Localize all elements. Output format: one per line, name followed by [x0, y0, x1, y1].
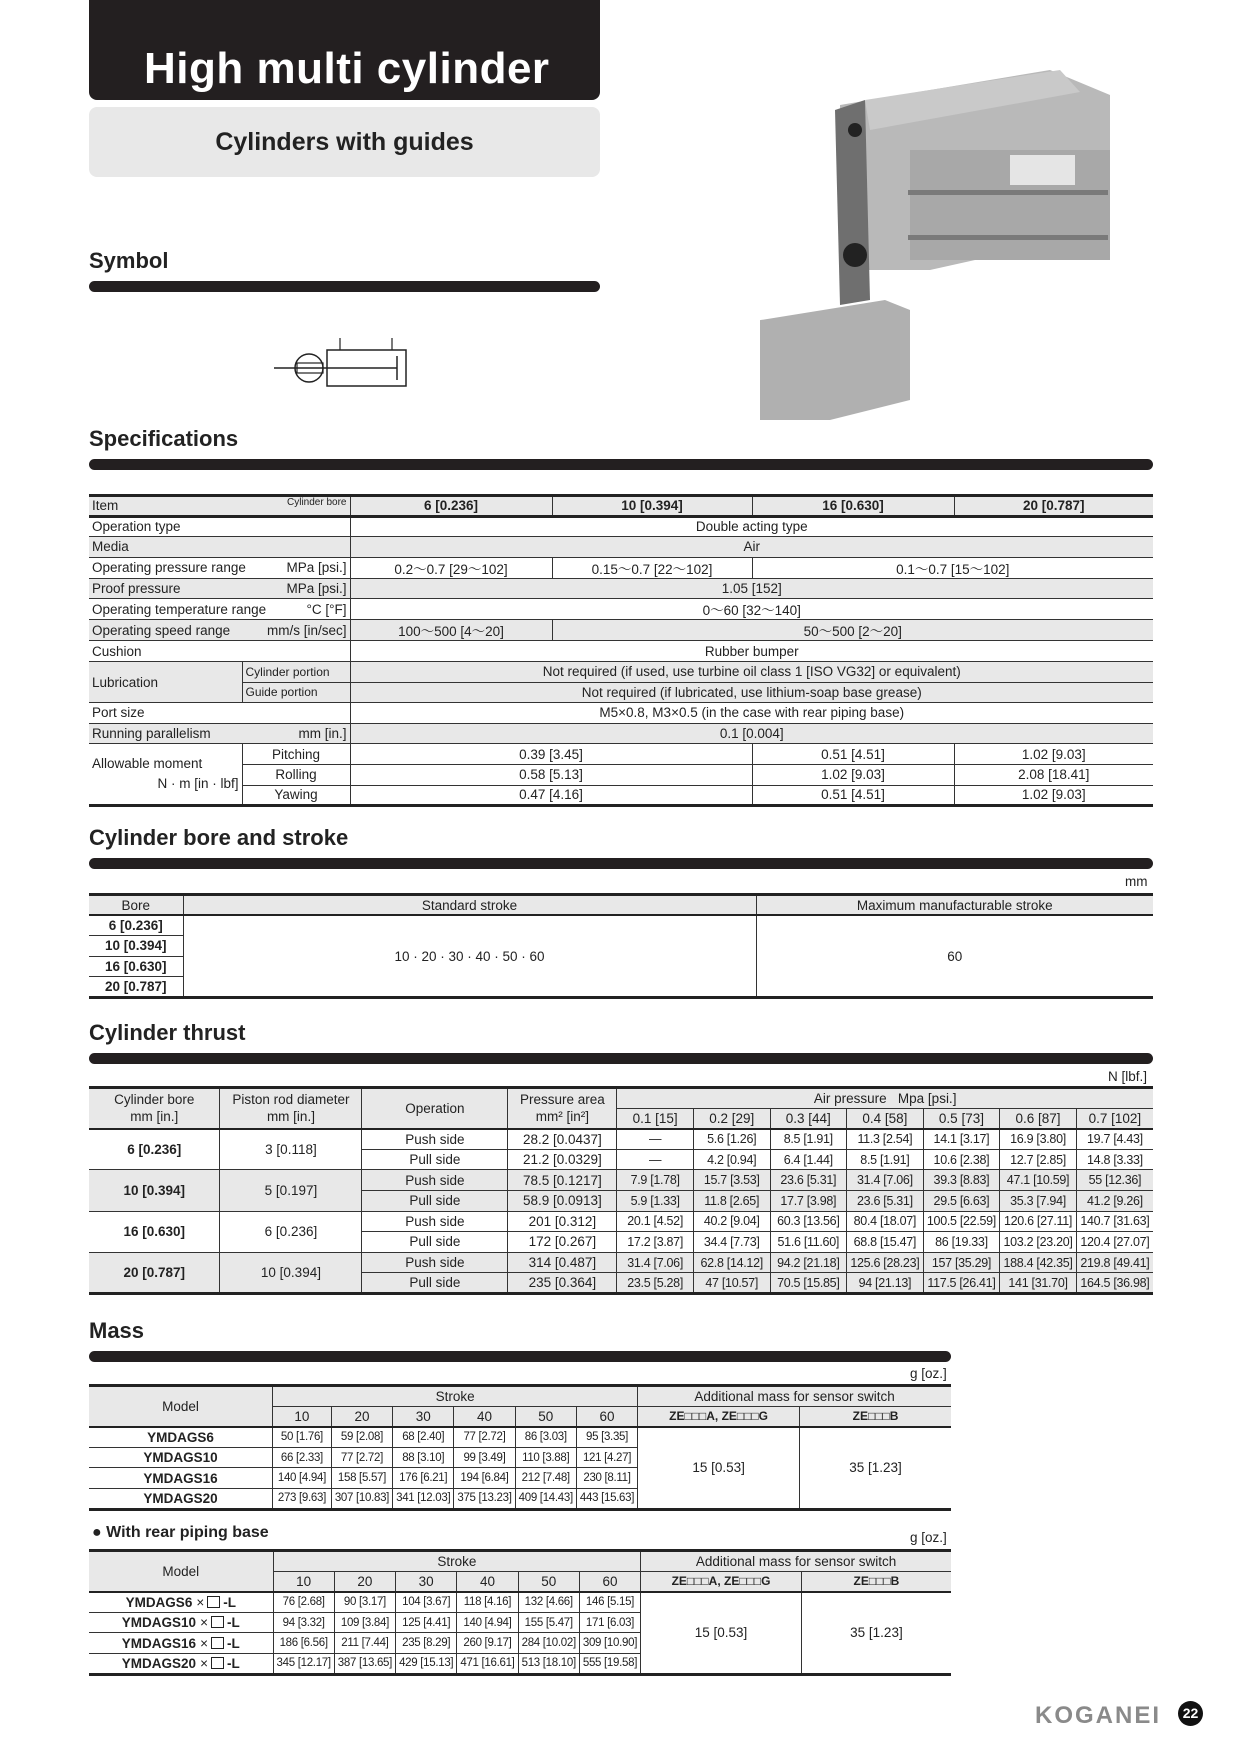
- thrust-value: 31.4 [7.06]: [847, 1170, 924, 1191]
- unit-label: g [oz.]: [910, 1366, 947, 1381]
- mass-value: 212 [7.48]: [515, 1468, 576, 1489]
- sub-label: Guide portion: [242, 682, 350, 703]
- stroke-placeholder-box: [211, 1637, 224, 1649]
- spec-label: Port size: [89, 703, 350, 724]
- label-text: Allowable moment: [92, 756, 203, 772]
- section-title-thrust: Cylinder thrust: [89, 1020, 246, 1045]
- thrust-value: —: [617, 1149, 694, 1170]
- bore-header: 10 [0.394]: [552, 496, 752, 517]
- spec-value: 50～500 [2～20]: [552, 620, 1153, 641]
- thrust-value: 120.4 [27.07]: [1076, 1232, 1153, 1253]
- label-text: Operating temperature range: [92, 601, 267, 617]
- additional-mass: 35 [1.23]: [801, 1592, 951, 1674]
- thrust-value: 40.2 [9.04]: [693, 1211, 770, 1232]
- header-unit: mm [in.]: [130, 1109, 179, 1125]
- model-cell: [89, 1592, 273, 1613]
- unit-text: MPa [psi.]: [286, 560, 347, 576]
- mass-value: 409 [14.43]: [515, 1488, 576, 1509]
- area-cell: 172 [0.267]: [508, 1232, 617, 1253]
- mass-value: 443 [15.63]: [576, 1488, 637, 1509]
- header-unit: mm [in.]: [266, 1109, 315, 1125]
- bore-cell: 10 [0.394]: [89, 1170, 220, 1211]
- model-name: YMDAGS6: [125, 1594, 193, 1610]
- thrust-value: 16.9 [3.80]: [1000, 1129, 1077, 1150]
- column-header: Additional mass for sensor switch: [641, 1551, 951, 1572]
- mass-value: 66 [2.33]: [273, 1447, 332, 1468]
- mass-value: 86 [3.03]: [515, 1427, 576, 1448]
- mass-value: 375 [13.23]: [454, 1488, 515, 1509]
- suffix-l: -L: [223, 1594, 236, 1610]
- mass-value: 186 [6.56]: [273, 1633, 334, 1654]
- mass-rear-table: [89, 1549, 951, 1676]
- thrust-value: 29.5 [6.63]: [923, 1190, 1000, 1211]
- stroke-placeholder-box: [211, 1657, 224, 1669]
- bore-cell: 20 [0.787]: [89, 977, 183, 998]
- unit-label: g [oz.]: [910, 1530, 947, 1545]
- thrust-value: 17.7 [3.98]: [770, 1190, 847, 1211]
- mass-value: 68 [2.40]: [393, 1427, 454, 1448]
- spec-value: Rubber bumper: [350, 641, 1153, 662]
- area-cell: 235 [0.364]: [508, 1273, 617, 1294]
- thrust-value: 23.6 [5.31]: [847, 1190, 924, 1211]
- column-header: Model: [89, 1386, 273, 1427]
- page-subtitle: Cylinders with guides: [215, 128, 474, 156]
- operation-cell: Push side: [362, 1129, 508, 1150]
- mass-value: 235 [8.29]: [396, 1633, 457, 1654]
- spec-value: 2.08 [18.41]: [954, 764, 1153, 785]
- stroke-header: 20: [331, 1406, 392, 1427]
- area-cell: 28.2 [0.0437]: [508, 1129, 617, 1150]
- unit-text: mm/s [in/sec]: [266, 622, 347, 638]
- bore-cell: 20 [0.787]: [89, 1252, 220, 1293]
- stroke-placeholder-box: [207, 1596, 220, 1608]
- thrust-value: 86 [19.33]: [923, 1232, 1000, 1253]
- thrust-value: 157 [35.29]: [923, 1252, 1000, 1273]
- spec-label: Cushion: [89, 641, 350, 662]
- suffix-l: -L: [226, 1635, 240, 1651]
- column-header: Stroke: [273, 1551, 641, 1572]
- thrust-value: 20.1 [4.52]: [617, 1211, 694, 1232]
- product-photo: [760, 30, 1120, 430]
- stroke-header: 20: [334, 1571, 395, 1592]
- label-text: Operating speed range: [92, 622, 231, 638]
- model-cell: [89, 1612, 273, 1633]
- stroke-header: 50: [518, 1571, 579, 1592]
- spec-label: [89, 557, 350, 578]
- thrust-value: 15.7 [3.53]: [693, 1170, 770, 1191]
- area-cell: 314 [0.487]: [508, 1252, 617, 1273]
- rod-cell: 5 [0.197]: [220, 1170, 362, 1211]
- times-symbol: ×: [196, 1594, 205, 1610]
- area-cell: 78.5 [0.1217]: [508, 1170, 617, 1191]
- mass-value: 230 [8.11]: [576, 1468, 637, 1489]
- thrust-value: 60.3 [13.56]: [770, 1211, 847, 1232]
- thrust-value: 39.3 [8.83]: [923, 1170, 1000, 1191]
- mass-value: 140 [4.94]: [273, 1468, 332, 1489]
- switch-header: ZE□□□A, ZE□□□G: [638, 1406, 800, 1427]
- model-name: YMDAGS10: [143, 1450, 218, 1466]
- thrust-value: 4.2 [0.94]: [693, 1149, 770, 1170]
- mass-value: 104 [3.67]: [396, 1592, 457, 1613]
- column-header: Additional mass for sensor switch: [638, 1386, 951, 1407]
- spec-label: [89, 620, 350, 641]
- thrust-value: 120.6 [27.11]: [1000, 1211, 1077, 1232]
- thrust-value: 19.7 [4.43]: [1076, 1129, 1153, 1150]
- mass-value: 94 [3.32]: [273, 1612, 334, 1633]
- spec-value: 0.39 [3.45]: [350, 744, 752, 765]
- stroke-header: 10: [273, 1406, 332, 1427]
- times-symbol: ×: [200, 1635, 208, 1651]
- bore-header: 20 [0.787]: [954, 496, 1153, 517]
- mass-value: 88 [3.10]: [393, 1447, 454, 1468]
- spec-value: 1.02 [9.03]: [954, 744, 1153, 765]
- stroke-header: 60: [579, 1571, 640, 1592]
- bullet-icon: ●: [92, 1524, 102, 1541]
- thrust-value: 219.8 [49.41]: [1076, 1252, 1153, 1273]
- spec-value: 0.51 [4.51]: [752, 785, 954, 806]
- stroke-header: 50: [515, 1406, 576, 1427]
- koganei-logo: KOGANEI: [1035, 1702, 1162, 1729]
- operation-cell: Push side: [362, 1252, 508, 1273]
- bore-cell: 16 [0.630]: [89, 956, 183, 977]
- cylinder-symbol-icon: [272, 330, 412, 390]
- model-name: YMDAGS20: [121, 1655, 197, 1671]
- section-divider: [89, 1351, 951, 1362]
- thrust-value: 70.5 [15.85]: [770, 1273, 847, 1294]
- spec-value: 0.51 [4.51]: [752, 744, 954, 765]
- mass-value: 341 [12.03]: [393, 1488, 454, 1509]
- thrust-value: 14.8 [3.33]: [1076, 1149, 1153, 1170]
- section-divider: [89, 858, 1153, 869]
- mass-value: 176 [6.21]: [393, 1468, 454, 1489]
- stroke-header: 40: [457, 1571, 518, 1592]
- section-title-symbol: Symbol: [89, 248, 169, 273]
- thrust-value: 8.5 [1.91]: [770, 1129, 847, 1150]
- suffix-l: -L: [226, 1655, 240, 1671]
- column-header: Standard stroke: [183, 895, 756, 916]
- mass-value: 158 [5.57]: [331, 1468, 392, 1489]
- section-title-bore-stroke: Cylinder bore and stroke: [89, 825, 349, 850]
- pressure-header: 0.6 [87]: [1000, 1108, 1077, 1129]
- thrust-table: [89, 1086, 1153, 1295]
- thrust-value: 141 [31.70]: [1000, 1273, 1077, 1294]
- mass-value: 307 [10.83]: [331, 1488, 392, 1509]
- switch-header: ZE□□□A, ZE□□□G: [641, 1571, 802, 1592]
- spec-value: 100～500 [4～20]: [350, 620, 552, 641]
- spec-value: Not required (if used, use turbine oil class 1 [ISO VG32] or equivalent): [350, 661, 1153, 682]
- stroke-header: 10: [273, 1571, 334, 1592]
- subtitle-banner: [89, 107, 600, 177]
- thrust-value: 34.4 [7.73]: [693, 1232, 770, 1253]
- spec-value: 0～60 [32～140]: [350, 599, 1153, 620]
- label-text: Proof pressure: [92, 581, 181, 597]
- title-banner: [89, 0, 600, 100]
- spec-value: 0.1 [0.004]: [350, 723, 1153, 744]
- column-header: [220, 1088, 362, 1129]
- thrust-value: 140.7 [31.63]: [1076, 1211, 1153, 1232]
- thrust-value: 10.6 [2.38]: [923, 1149, 1000, 1170]
- mass-value: 109 [3.84]: [334, 1612, 395, 1633]
- model-cell: [89, 1447, 273, 1468]
- thrust-value: 188.4 [42.35]: [1000, 1252, 1077, 1273]
- operation-cell: Push side: [362, 1211, 508, 1232]
- mass-value: 429 [15.13]: [396, 1653, 457, 1674]
- section-divider: [89, 459, 1153, 470]
- operation-cell: Push side: [362, 1170, 508, 1191]
- thrust-value: 117.5 [26.41]: [923, 1273, 1000, 1294]
- unit-text: MPa [psi.]: [286, 581, 347, 597]
- thrust-value: 6.4 [1.44]: [770, 1149, 847, 1170]
- model-name: YMDAGS20: [143, 1490, 218, 1506]
- suffix-l: -L: [226, 1615, 240, 1631]
- area-cell: 58.9 [0.0913]: [508, 1190, 617, 1211]
- model-name: YMDAGS6: [147, 1429, 214, 1445]
- stroke-header: 30: [396, 1571, 457, 1592]
- unit-text: °C [°F]: [306, 601, 347, 617]
- spec-label: [89, 723, 350, 744]
- mass-value: 110 [3.88]: [515, 1447, 576, 1468]
- column-header: Operation: [362, 1088, 508, 1129]
- operation-cell: Pull side: [362, 1273, 508, 1294]
- bore-stroke-table: [89, 893, 1153, 999]
- thrust-value: 55 [12.36]: [1076, 1170, 1153, 1191]
- model-cell: [89, 1468, 273, 1489]
- spec-value: Air: [350, 537, 1153, 558]
- spec-value: Not required (if lubricated, use lithium-soap base grease): [350, 682, 1153, 703]
- column-header: Stroke: [273, 1386, 638, 1407]
- thrust-value: 12.7 [2.85]: [1000, 1149, 1077, 1170]
- subsection-title: [92, 1524, 269, 1542]
- model-cell: [89, 1488, 273, 1509]
- thrust-value: —: [617, 1129, 694, 1150]
- mass-value: 555 [19.58]: [579, 1653, 640, 1674]
- operation-cell: Pull side: [362, 1190, 508, 1211]
- spec-label: Operation type: [89, 516, 350, 537]
- thrust-value: 47.1 [10.59]: [1000, 1170, 1077, 1191]
- spec-value: 1.02 [9.03]: [954, 785, 1153, 806]
- header-unit: mm² [in²]: [535, 1109, 589, 1125]
- mass-value: 95 [3.35]: [576, 1427, 637, 1448]
- unit-text: mm [in.]: [298, 726, 347, 742]
- thrust-value: 62.8 [14.12]: [693, 1252, 770, 1273]
- bore-cell: 6 [0.236]: [89, 915, 183, 936]
- additional-mass: 15 [0.53]: [641, 1592, 802, 1674]
- column-header: [89, 1088, 220, 1129]
- mass-value: 121 [4.27]: [576, 1447, 637, 1468]
- sub-label: Cylinder portion: [242, 661, 350, 682]
- model-cell: [89, 1427, 273, 1448]
- unit-label: mm: [1125, 874, 1148, 889]
- thrust-value: 11.3 [2.54]: [847, 1129, 924, 1150]
- thrust-value: 80.4 [18.07]: [847, 1211, 924, 1232]
- spec-label: [89, 744, 242, 806]
- thrust-value: 5.9 [1.33]: [617, 1190, 694, 1211]
- spec-value: 0.58 [5.13]: [350, 764, 752, 785]
- spec-value: 0.47 [4.16]: [350, 785, 752, 806]
- pressure-header: 0.3 [44]: [770, 1108, 847, 1129]
- page-number: 22: [1178, 1701, 1203, 1726]
- pressure-header: 0.4 [58]: [847, 1108, 924, 1129]
- moment-name: Yawing: [242, 785, 350, 806]
- spec-value: 0.1～0.7 [15～102]: [752, 557, 1153, 578]
- pressure-header: 0.7 [102]: [1076, 1108, 1153, 1129]
- spec-value: 0.15～0.7 [22～102]: [552, 557, 752, 578]
- mass-value: 118 [4.16]: [457, 1592, 518, 1613]
- mass-value: 146 [5.15]: [579, 1592, 640, 1613]
- thrust-value: 125.6 [28.23]: [847, 1252, 924, 1273]
- specifications-table: [89, 494, 1153, 807]
- column-header: [508, 1088, 617, 1129]
- bore-cell: 6 [0.236]: [89, 1129, 220, 1170]
- model-name: YMDAGS10: [121, 1615, 197, 1631]
- max-stroke: 60: [756, 915, 1153, 997]
- switch-header: ZE□□□B: [801, 1571, 951, 1592]
- spec-label: Lubrication: [89, 661, 242, 702]
- spec-value: Double acting type: [350, 516, 1153, 537]
- rod-cell: 3 [0.118]: [220, 1129, 362, 1170]
- model-cell: [89, 1633, 273, 1654]
- mass-value: 132 [4.66]: [518, 1592, 579, 1613]
- spec-value: 1.05 [152]: [350, 578, 1153, 599]
- mass-value: 59 [2.08]: [331, 1427, 392, 1448]
- header-text: Cylinder bore: [114, 1092, 195, 1108]
- thrust-value: 31.4 [7.06]: [617, 1252, 694, 1273]
- bore-header: 16 [0.630]: [752, 496, 954, 517]
- spec-value: 1.02 [9.03]: [752, 764, 954, 785]
- mass-value: 194 [6.84]: [454, 1468, 515, 1489]
- bore-cell: 10 [0.394]: [89, 936, 183, 957]
- section-divider: [89, 1053, 1153, 1064]
- section-title-mass: Mass: [89, 1318, 145, 1343]
- corner-header: [89, 496, 350, 517]
- standard-stroke: 10 · 20 · 30 · 40 · 50 · 60: [183, 915, 756, 997]
- mass-value: 387 [13.65]: [334, 1653, 395, 1674]
- section-title-specifications: Specifications: [89, 426, 239, 451]
- mass-value: 171 [6.03]: [579, 1612, 640, 1633]
- thrust-value: 94.2 [21.18]: [770, 1252, 847, 1273]
- mass-value: 345 [12.17]: [273, 1653, 334, 1674]
- subsection-text: With rear piping base: [106, 1524, 269, 1541]
- mass-value: 273 [9.63]: [273, 1488, 332, 1509]
- column-header: Maximum manufacturable stroke: [756, 895, 1153, 916]
- unit-label: N [lbf.]: [1108, 1069, 1148, 1084]
- mass-value: 76 [2.68]: [273, 1592, 334, 1613]
- column-header: Air pressure Mpa [psi.]: [617, 1088, 1153, 1109]
- moment-name: Rolling: [242, 764, 350, 785]
- thrust-value: 8.5 [1.91]: [847, 1149, 924, 1170]
- page-title: High multi cylinder: [144, 44, 550, 93]
- stroke-header: 60: [576, 1406, 637, 1427]
- mass-value: 140 [4.94]: [457, 1612, 518, 1633]
- thrust-value: 23.6 [5.31]: [770, 1170, 847, 1191]
- thrust-value: 103.2 [23.20]: [1000, 1232, 1077, 1253]
- thrust-value: 68.8 [15.47]: [847, 1232, 924, 1253]
- times-symbol: ×: [200, 1655, 208, 1671]
- pressure-header: 0.2 [29]: [693, 1108, 770, 1129]
- additional-mass: 35 [1.23]: [800, 1427, 951, 1509]
- thrust-value: 5.6 [1.26]: [693, 1129, 770, 1150]
- stroke-header: 40: [454, 1406, 515, 1427]
- thrust-value: 47 [10.57]: [693, 1273, 770, 1294]
- mass-value: 155 [5.47]: [518, 1612, 579, 1633]
- rod-cell: 10 [0.394]: [220, 1252, 362, 1293]
- area-cell: 21.2 [0.0329]: [508, 1149, 617, 1170]
- moment-name: Pitching: [242, 744, 350, 765]
- mass-table: [89, 1384, 951, 1511]
- mass-value: 99 [3.49]: [454, 1447, 515, 1468]
- additional-mass: 15 [0.53]: [638, 1427, 800, 1509]
- header-text: Piston rod diameter: [232, 1092, 350, 1108]
- spec-value: M5×0.8, M3×0.5 (in the case with rear piping base): [350, 703, 1153, 724]
- spec-label: [89, 599, 350, 620]
- label-text: Operating pressure range: [92, 560, 246, 576]
- thrust-value: 51.6 [11.60]: [770, 1232, 847, 1253]
- mass-value: 513 [18.10]: [518, 1653, 579, 1674]
- mass-value: 471 [16.61]: [457, 1653, 518, 1674]
- mass-value: 211 [7.44]: [334, 1633, 395, 1654]
- model-cell: [89, 1653, 273, 1674]
- stroke-header: 30: [393, 1406, 454, 1427]
- header-text: Pressure area: [519, 1092, 605, 1108]
- mass-value: 77 [2.72]: [454, 1427, 515, 1448]
- mass-value: 90 [3.17]: [334, 1592, 395, 1613]
- spec-value: 0.2～0.7 [29～102]: [350, 557, 552, 578]
- unit-text: N · m [in · lbf]: [157, 776, 239, 792]
- corner-bore-label: Cylinder bore: [287, 497, 347, 508]
- column-header: Bore: [89, 895, 183, 916]
- thrust-value: 100.5 [22.59]: [923, 1211, 1000, 1232]
- stroke-placeholder-box: [211, 1616, 224, 1628]
- pressure-header: 0.5 [73]: [923, 1108, 1000, 1129]
- rod-cell: 6 [0.236]: [220, 1211, 362, 1252]
- switch-header: ZE□□□B: [800, 1406, 951, 1427]
- thrust-value: 94 [21.13]: [847, 1273, 924, 1294]
- pressure-header: 0.1 [15]: [617, 1108, 694, 1129]
- bore-cell: 16 [0.630]: [89, 1211, 220, 1252]
- mass-value: 77 [2.72]: [331, 1447, 392, 1468]
- mass-value: 125 [4.41]: [396, 1612, 457, 1633]
- thrust-value: 164.5 [36.98]: [1076, 1273, 1153, 1294]
- thrust-value: 14.1 [3.17]: [923, 1129, 1000, 1150]
- mass-value: 50 [1.76]: [273, 1427, 332, 1448]
- column-header: Model: [89, 1551, 273, 1592]
- times-symbol: ×: [200, 1615, 208, 1631]
- corner-item-label: Item: [92, 498, 119, 514]
- operation-cell: Pull side: [362, 1232, 508, 1253]
- model-name: YMDAGS16: [143, 1470, 218, 1486]
- mass-value: 260 [9.17]: [457, 1633, 518, 1654]
- area-cell: 201 [0.312]: [508, 1211, 617, 1232]
- spec-label: [89, 578, 350, 599]
- mass-value: 309 [10.90]: [579, 1633, 640, 1654]
- spec-label: Media: [89, 537, 350, 558]
- section-divider: [89, 281, 600, 292]
- operation-cell: Pull side: [362, 1149, 508, 1170]
- thrust-value: 17.2 [3.87]: [617, 1232, 694, 1253]
- thrust-value: 41.2 [9.26]: [1076, 1190, 1153, 1211]
- thrust-value: 11.8 [2.65]: [693, 1190, 770, 1211]
- thrust-value: 35.3 [7.94]: [1000, 1190, 1077, 1211]
- thrust-value: 7.9 [1.78]: [617, 1170, 694, 1191]
- mass-value: 284 [10.02]: [518, 1633, 579, 1654]
- thrust-value: 23.5 [5.28]: [617, 1273, 694, 1294]
- bore-header: 6 [0.236]: [350, 496, 552, 517]
- label-text: Running parallelism: [92, 726, 211, 742]
- model-name: YMDAGS16: [121, 1635, 197, 1651]
